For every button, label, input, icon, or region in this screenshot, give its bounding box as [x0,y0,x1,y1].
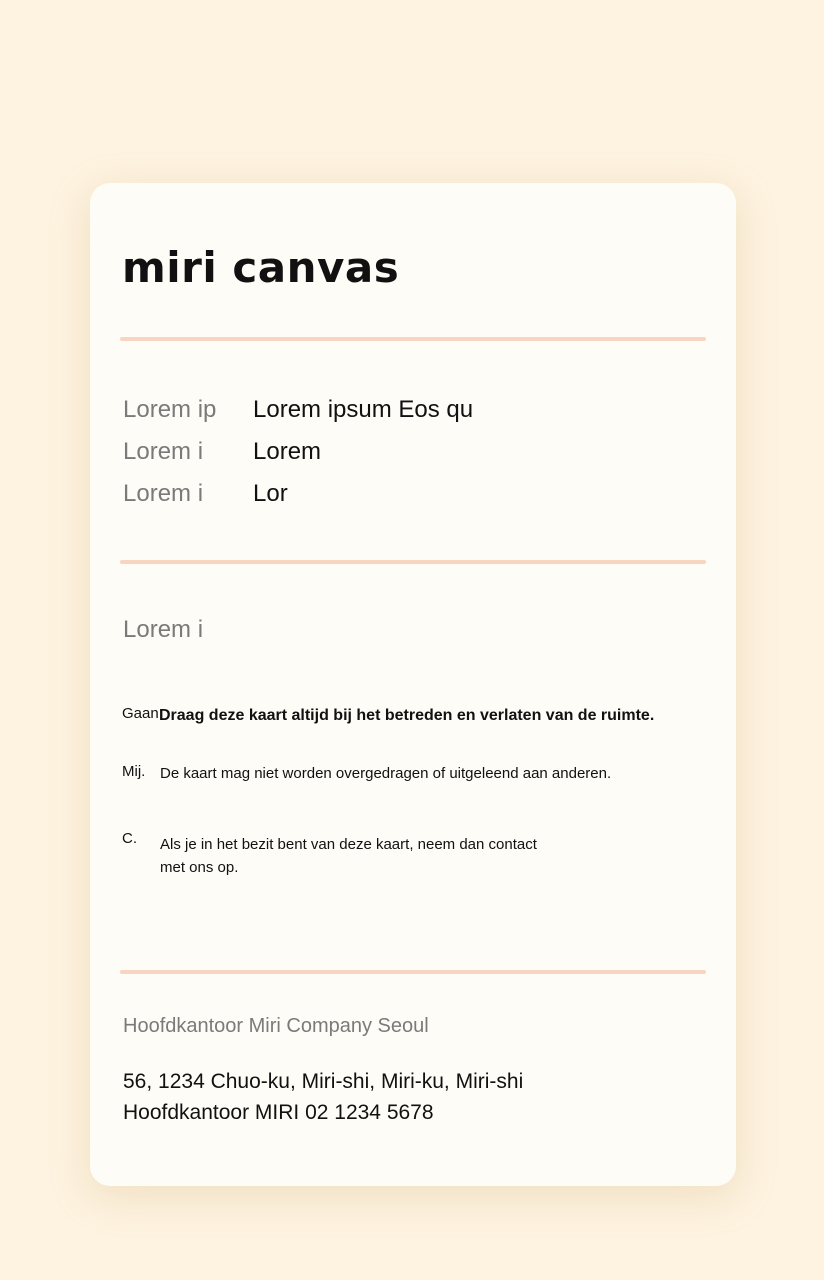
rule-text: Als je in het bezit bent van deze kaart, neem dan contact met ons op. [160,836,537,876]
divider-middle [120,560,706,564]
contact-line: Hoofdkantoor MIRI 02 1234 5678 [123,1101,434,1124]
info-value: Lorem [253,438,322,465]
rule-text: Draag deze kaart altijd bij het betreden en verlaten van de ruimte. [159,707,655,724]
address-line: 56, 1234 Chuo-ku, Miri-shi, Miri-ku, Miri-shi [123,1070,524,1093]
rule-marker: Gaan [122,705,159,722]
rule-marker: Mij. [122,763,146,780]
info-value: Lor [253,480,288,507]
office-address [123,1066,523,1128]
divider-bottom [120,970,706,974]
rule-marker: C. [122,830,137,847]
rules-section-title: Lorem i [123,616,204,643]
membership-card [90,183,736,1186]
rule-text: De kaart mag niet worden overgedragen of uitgeleend aan anderen. [160,765,612,782]
info-label: Lorem i [123,438,204,465]
info-label: Lorem i [123,480,204,507]
info-value: Lorem ipsum Eos qu [253,396,474,423]
info-label: Lorem ip [123,396,217,423]
office-label: Hoofdkantoor Miri Company Seoul [123,1015,429,1037]
brand-logo: miri canvas [122,243,400,292]
divider-top [120,337,706,341]
